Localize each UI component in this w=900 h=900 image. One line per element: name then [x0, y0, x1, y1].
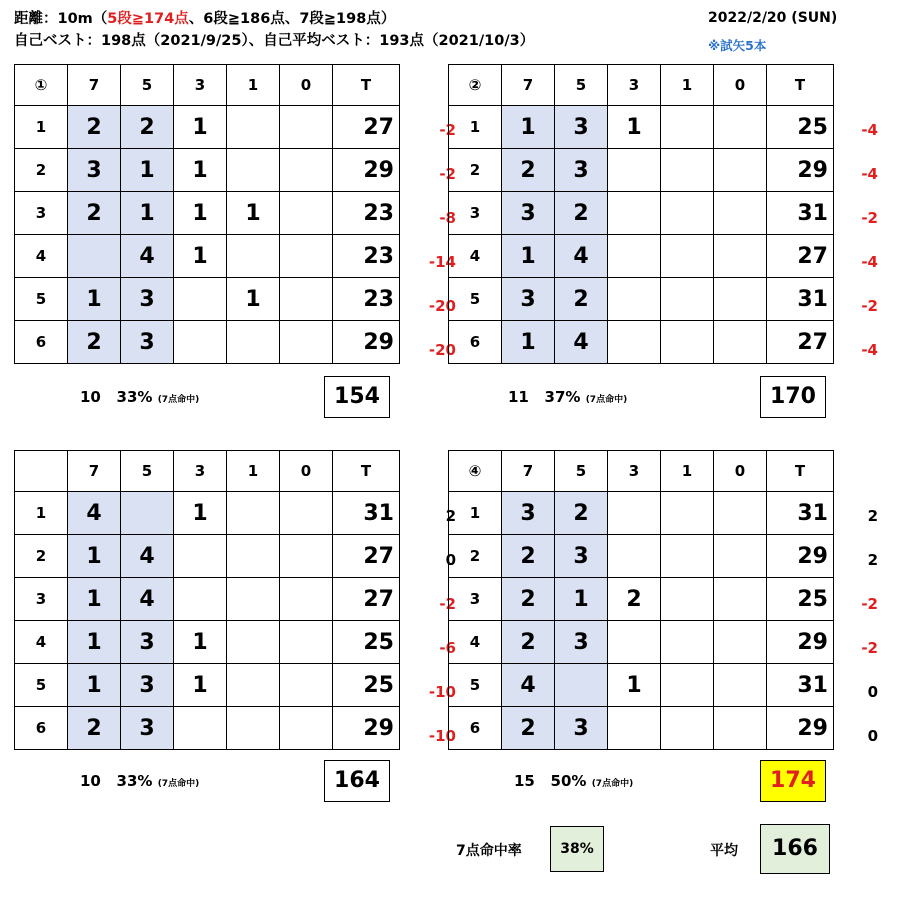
count-7: 2	[502, 149, 555, 192]
table-row	[449, 707, 834, 750]
score-table	[448, 64, 834, 364]
diff-value: -20	[428, 297, 456, 315]
average-score: 166	[760, 824, 830, 874]
col-0-header: 0	[714, 451, 767, 492]
end-number: 3	[449, 192, 502, 235]
count-7: 2	[68, 192, 121, 235]
diff-value: -8	[439, 209, 456, 227]
round-total: 154	[324, 376, 390, 418]
diff-value: 2	[867, 507, 878, 525]
count-1	[227, 106, 280, 149]
count-3: 2	[608, 578, 661, 621]
count-0	[280, 235, 333, 278]
count-0	[714, 149, 767, 192]
round-1	[14, 64, 456, 409]
count-3	[608, 192, 661, 235]
end-total: 27	[333, 578, 400, 621]
count-3	[174, 535, 227, 578]
end-total: 25	[767, 106, 834, 149]
end-total: 27	[333, 106, 400, 149]
table-row	[15, 235, 400, 278]
count-5: 3	[555, 149, 608, 192]
table-row	[15, 192, 400, 235]
round-label	[15, 451, 68, 492]
count-0	[714, 578, 767, 621]
count-1	[661, 192, 714, 235]
count-0	[280, 192, 333, 235]
table-row	[449, 535, 834, 578]
count-7: 1	[68, 664, 121, 707]
round-3	[14, 450, 456, 793]
count-0	[280, 707, 333, 750]
end-number: 1	[449, 492, 502, 535]
col-0-header: 0	[280, 451, 333, 492]
diff-value: -14	[428, 253, 456, 271]
count-0	[714, 321, 767, 364]
end-total: 25	[333, 621, 400, 664]
count-7: 2	[502, 535, 555, 578]
count-7: 1	[502, 321, 555, 364]
end-total: 29	[767, 707, 834, 750]
count-5: 3	[121, 664, 174, 707]
count-7: 4	[68, 492, 121, 535]
count-7: 2	[68, 321, 121, 364]
count-5: 4	[555, 235, 608, 278]
count-3: 1	[174, 664, 227, 707]
distance-line	[14, 8, 534, 30]
count-5	[555, 664, 608, 707]
col-0-header: 0	[714, 65, 767, 106]
table-row	[15, 106, 400, 149]
col-0-header: 0	[280, 65, 333, 106]
round-summary	[508, 388, 627, 406]
diff-value: 0	[867, 727, 878, 745]
count-3	[608, 278, 661, 321]
count-0	[280, 578, 333, 621]
round-4	[448, 450, 878, 793]
count-3: 1	[608, 664, 661, 707]
count-5: 1	[121, 192, 174, 235]
end-number: 5	[15, 278, 68, 321]
count-7: 1	[68, 278, 121, 321]
count-5: 2	[555, 192, 608, 235]
count-1	[661, 664, 714, 707]
count-1: 1	[227, 278, 280, 321]
count-5: 4	[121, 535, 174, 578]
end-number: 1	[15, 492, 68, 535]
count-5: 3	[555, 106, 608, 149]
date-label: 2022/2/20 (SUN)	[708, 10, 838, 26]
end-number: 5	[449, 664, 502, 707]
count-5: 2	[555, 492, 608, 535]
diff-value: -2	[439, 595, 456, 613]
col-7-header: 7	[502, 65, 555, 106]
count-1	[661, 149, 714, 192]
end-total: 23	[333, 192, 400, 235]
diff-value: -2	[439, 121, 456, 139]
end-total: 29	[333, 149, 400, 192]
diff-value: -20	[428, 341, 456, 359]
end-number: 6	[449, 707, 502, 750]
count-0	[714, 192, 767, 235]
table-row	[15, 621, 400, 664]
count-7: 3	[502, 492, 555, 535]
header-info	[14, 8, 534, 52]
col-1-header: 1	[227, 451, 280, 492]
count-0	[714, 707, 767, 750]
hit-rate-note: (7点命中)	[591, 779, 634, 789]
hit-rate: 33%	[116, 388, 153, 406]
end-total: 29	[767, 149, 834, 192]
diff-value: -10	[428, 683, 456, 701]
count-7: 2	[68, 707, 121, 750]
count-3	[608, 621, 661, 664]
end-total: 31	[333, 492, 400, 535]
diff-value: -6	[439, 639, 456, 657]
end-number: 5	[15, 664, 68, 707]
count-7: 3	[502, 192, 555, 235]
diff-value: 0	[867, 683, 878, 701]
col-total-header: T	[767, 451, 834, 492]
count-7: 3	[502, 278, 555, 321]
end-number: 2	[449, 535, 502, 578]
count-7: 1	[502, 235, 555, 278]
count-3: 1	[174, 192, 227, 235]
count-0	[280, 492, 333, 535]
col-5-header: 5	[121, 451, 174, 492]
score-table	[14, 64, 400, 364]
hit-rate-note: (7点命中)	[157, 779, 200, 789]
count-3	[174, 578, 227, 621]
count-3	[608, 235, 661, 278]
hit-rate-label: 7点命中率	[456, 843, 522, 859]
count-0	[280, 664, 333, 707]
diff-column	[830, 108, 878, 372]
end-number: 1	[15, 106, 68, 149]
count-3	[608, 321, 661, 364]
end-number: 2	[449, 149, 502, 192]
diff-value: -4	[861, 165, 878, 183]
count-3	[174, 707, 227, 750]
diff-value: -4	[861, 253, 878, 271]
end-number: 6	[15, 707, 68, 750]
col-5-header: 5	[555, 451, 608, 492]
count-0	[280, 535, 333, 578]
end-total: 29	[767, 621, 834, 664]
count-1	[661, 707, 714, 750]
count-0	[280, 278, 333, 321]
diff-value: -2	[861, 209, 878, 227]
count-0	[714, 235, 767, 278]
table-row	[449, 235, 834, 278]
count-5: 3	[555, 535, 608, 578]
hit-count: 15	[514, 772, 535, 790]
diff-value: -2	[439, 165, 456, 183]
table-row	[15, 664, 400, 707]
end-number: 2	[15, 149, 68, 192]
round-total: 164	[324, 760, 390, 802]
count-1	[661, 535, 714, 578]
round-total-best: 174	[760, 760, 826, 802]
end-number: 1	[449, 106, 502, 149]
table-row	[15, 149, 400, 192]
col-3-header: 3	[608, 65, 661, 106]
count-5: 4	[121, 578, 174, 621]
count-3	[608, 535, 661, 578]
hit-rate: 50%	[550, 772, 587, 790]
round-summary	[80, 772, 199, 790]
diff-value: 0	[445, 551, 456, 569]
col-1-header: 1	[227, 65, 280, 106]
table-row	[449, 278, 834, 321]
col-1-header: 1	[661, 451, 714, 492]
table-row	[15, 535, 400, 578]
table-row	[449, 578, 834, 621]
count-5: 4	[121, 235, 174, 278]
count-5: 2	[121, 106, 174, 149]
count-0	[714, 621, 767, 664]
count-5: 1	[121, 149, 174, 192]
hit-rate: 33%	[116, 772, 153, 790]
count-0	[280, 149, 333, 192]
hit-rate: 37%	[544, 388, 581, 406]
end-total: 29	[333, 321, 400, 364]
count-5: 3	[121, 321, 174, 364]
count-1	[661, 106, 714, 149]
count-5: 3	[121, 278, 174, 321]
count-5	[121, 492, 174, 535]
warmup-note: ※試矢5本	[708, 38, 767, 53]
end-total: 23	[333, 278, 400, 321]
col-5-header: 5	[555, 65, 608, 106]
end-number: 6	[449, 321, 502, 364]
table-row	[449, 106, 834, 149]
count-3: 1	[174, 621, 227, 664]
hit-count: 10	[80, 772, 101, 790]
col-total-header: T	[333, 451, 400, 492]
count-1	[661, 321, 714, 364]
count-7: 4	[502, 664, 555, 707]
table-row	[449, 621, 834, 664]
count-5: 2	[555, 278, 608, 321]
col-3-header: 3	[174, 65, 227, 106]
count-1	[661, 621, 714, 664]
hit-count: 11	[508, 388, 529, 406]
count-1	[227, 621, 280, 664]
count-5: 3	[121, 707, 174, 750]
table-row	[449, 149, 834, 192]
score-table	[448, 450, 834, 750]
diff-value: -2	[861, 595, 878, 613]
end-number: 5	[449, 278, 502, 321]
end-total: 23	[333, 235, 400, 278]
table-row	[449, 192, 834, 235]
end-number: 4	[15, 621, 68, 664]
diff-value: 2	[445, 507, 456, 525]
diff-value: -2	[861, 297, 878, 315]
diff-value: -4	[861, 341, 878, 359]
count-5: 3	[121, 621, 174, 664]
count-3: 1	[174, 235, 227, 278]
col-1-header: 1	[661, 65, 714, 106]
end-total: 27	[333, 535, 400, 578]
count-1	[661, 278, 714, 321]
count-1	[227, 664, 280, 707]
table-row	[15, 578, 400, 621]
end-number: 3	[15, 192, 68, 235]
round-label: ④	[449, 451, 502, 492]
table-row	[449, 321, 834, 364]
col-3-header: 3	[608, 451, 661, 492]
count-5: 4	[555, 321, 608, 364]
count-7: 2	[502, 707, 555, 750]
count-1: 1	[227, 192, 280, 235]
col-3-header: 3	[174, 451, 227, 492]
end-total: 27	[767, 321, 834, 364]
count-0	[714, 106, 767, 149]
hit-rate-note: (7点命中)	[585, 395, 628, 405]
rank-target-text: 5段≧174点	[107, 11, 189, 27]
end-total: 25	[333, 664, 400, 707]
table-row	[15, 321, 400, 364]
count-3: 1	[174, 492, 227, 535]
col-total-header: T	[333, 65, 400, 106]
count-1	[661, 235, 714, 278]
end-total: 29	[767, 535, 834, 578]
diff-value: -4	[861, 121, 878, 139]
table-row	[15, 707, 400, 750]
round-label: ②	[449, 65, 502, 106]
count-5: 3	[555, 707, 608, 750]
end-number: 4	[449, 621, 502, 664]
round-2	[448, 64, 878, 409]
count-3: 1	[608, 106, 661, 149]
round-summary	[80, 388, 199, 406]
end-number: 2	[15, 535, 68, 578]
end-total: 31	[767, 192, 834, 235]
end-total: 31	[767, 664, 834, 707]
end-number: 6	[15, 321, 68, 364]
diff-value: -2	[861, 639, 878, 657]
count-0	[714, 278, 767, 321]
table-row	[15, 492, 400, 535]
count-7: 1	[68, 578, 121, 621]
end-number: 4	[15, 235, 68, 278]
table-row	[449, 492, 834, 535]
count-7: 2	[502, 578, 555, 621]
count-3	[608, 492, 661, 535]
count-1	[661, 492, 714, 535]
distance-text: 距離：10m（	[14, 11, 108, 27]
diff-value: 2	[867, 551, 878, 569]
score-table	[14, 450, 400, 750]
count-7	[68, 235, 121, 278]
rank-thresholds-text: 、6段≧186点、7段≧198点）	[188, 11, 396, 27]
count-0	[280, 621, 333, 664]
count-3	[608, 149, 661, 192]
end-total: 31	[767, 492, 834, 535]
count-1	[227, 321, 280, 364]
count-7: 1	[68, 621, 121, 664]
end-total: 27	[767, 235, 834, 278]
end-total: 25	[767, 578, 834, 621]
count-0	[280, 321, 333, 364]
count-3	[174, 278, 227, 321]
count-0	[714, 535, 767, 578]
col-7-header: 7	[68, 65, 121, 106]
col-total-header: T	[767, 65, 834, 106]
hit-rate-note: (7点命中)	[157, 395, 200, 405]
count-5: 1	[555, 578, 608, 621]
table-row	[15, 278, 400, 321]
table-row	[449, 664, 834, 707]
round-label: ①	[15, 65, 68, 106]
count-0	[280, 106, 333, 149]
count-1	[227, 578, 280, 621]
count-3	[608, 707, 661, 750]
end-number: 3	[449, 578, 502, 621]
col-5-header: 5	[121, 65, 174, 106]
hit-count: 10	[80, 388, 101, 406]
count-0	[714, 664, 767, 707]
count-1	[661, 578, 714, 621]
count-3: 1	[174, 149, 227, 192]
col-7-header: 7	[68, 451, 121, 492]
count-1	[227, 535, 280, 578]
count-1	[227, 149, 280, 192]
count-3: 1	[174, 106, 227, 149]
round-total: 170	[760, 376, 826, 418]
count-0	[714, 492, 767, 535]
end-total: 29	[333, 707, 400, 750]
count-1	[227, 235, 280, 278]
count-7: 2	[502, 621, 555, 664]
count-5: 3	[555, 621, 608, 664]
personal-best-line: 自己ベスト：198点（2021/9/25）、自己平均ベスト：193点（2021/10/3）	[14, 33, 535, 49]
col-7-header: 7	[502, 451, 555, 492]
end-number: 4	[449, 235, 502, 278]
count-1	[227, 707, 280, 750]
diff-value: -10	[428, 727, 456, 745]
round-summary	[514, 772, 633, 790]
average-label: 平均	[710, 843, 738, 859]
count-7: 2	[68, 106, 121, 149]
end-number: 3	[15, 578, 68, 621]
overall-hit-rate: 38%	[550, 826, 604, 872]
end-total: 31	[767, 278, 834, 321]
count-3	[174, 321, 227, 364]
count-1	[227, 492, 280, 535]
diff-column	[830, 494, 878, 758]
count-7: 1	[502, 106, 555, 149]
count-7: 1	[68, 535, 121, 578]
count-7: 3	[68, 149, 121, 192]
